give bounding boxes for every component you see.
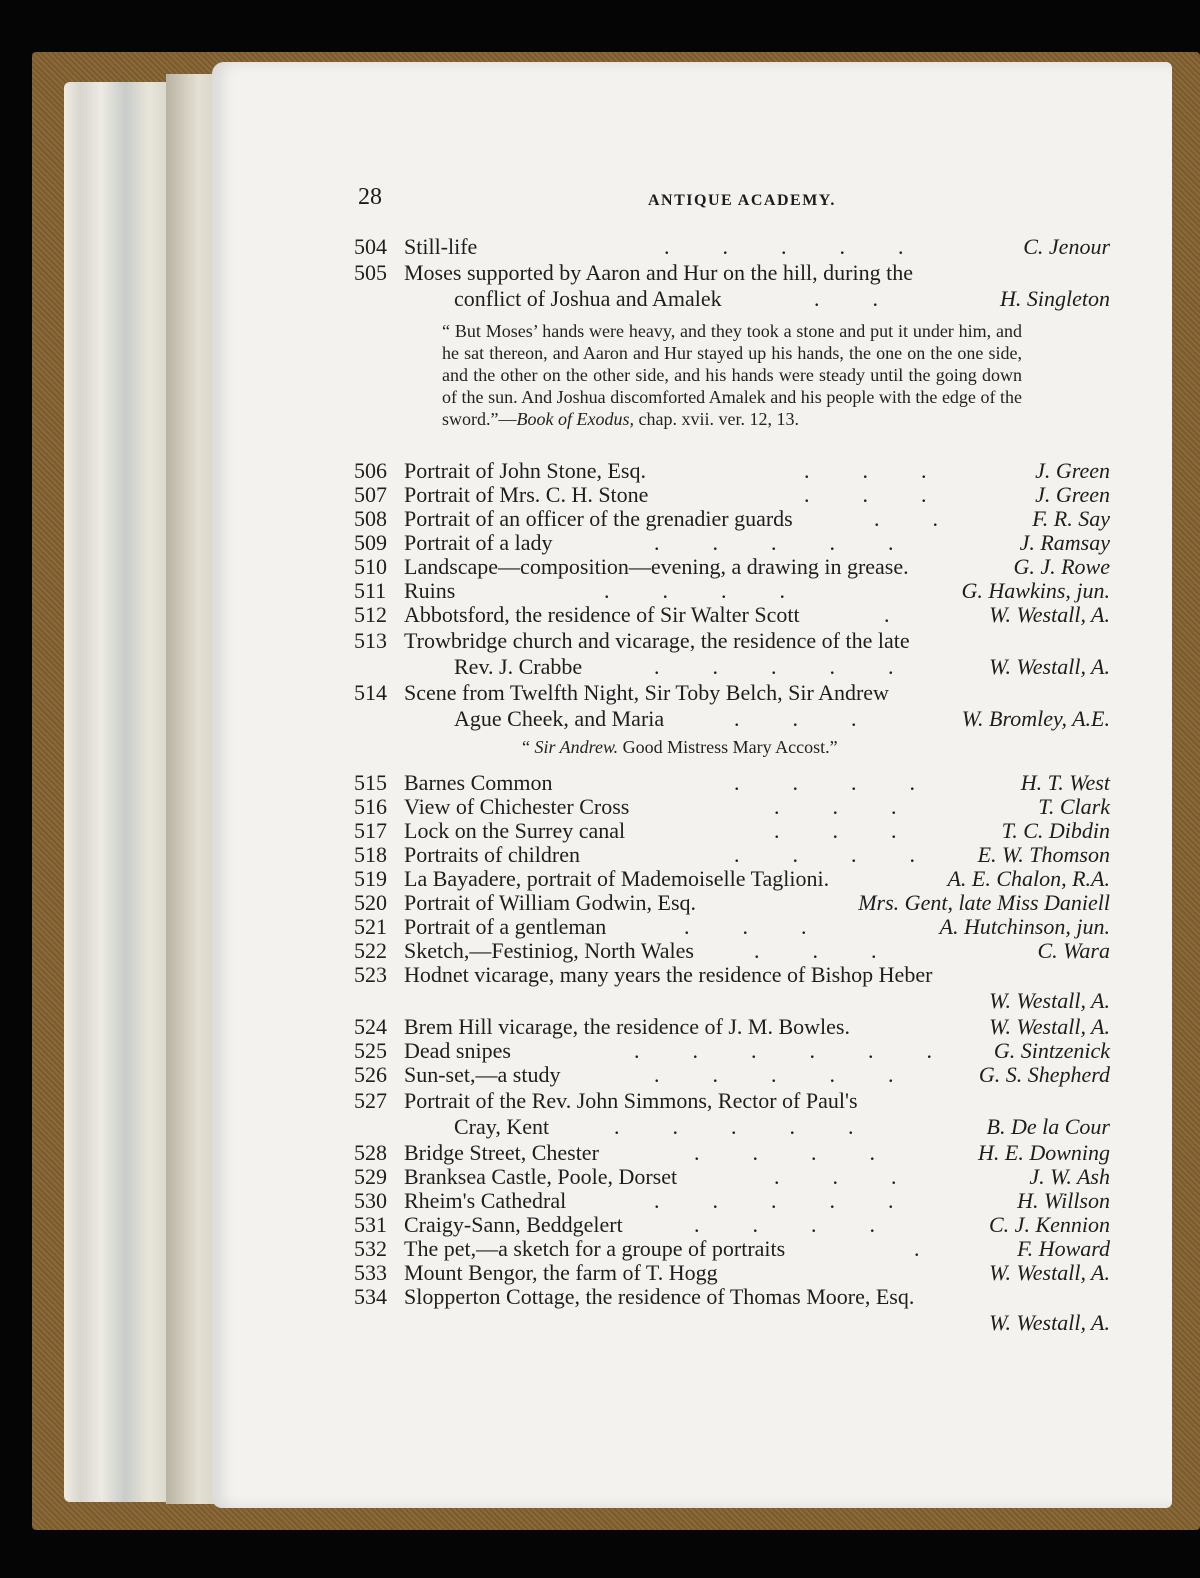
entry-artist: T. Clark — [1038, 794, 1110, 819]
leader-dots: . . . . — [734, 842, 916, 867]
entry-artist: H. E. Downing — [978, 1140, 1110, 1165]
entry-artist: W. Westall, A. — [989, 988, 1110, 1013]
entry-number: 520 — [354, 890, 387, 915]
entry-title: Ruins — [404, 578, 456, 603]
entry-artist: W. Westall, A. — [989, 1260, 1110, 1285]
leader-dots: . . . . — [694, 1140, 876, 1165]
entry-title: Scene from Twelfth Night, Sir Toby Belch, Sir Andrew — [404, 680, 889, 705]
catalogue-entry-continuation — [354, 286, 1110, 312]
catalogue-entry — [354, 602, 1110, 628]
leader-dots: . . . — [734, 706, 858, 731]
entry-title: Abbotsford, the residence of Sir Walter Scott — [404, 602, 800, 627]
leader-dots: . . . . . — [654, 1062, 895, 1087]
catalogue-entry — [354, 628, 1110, 654]
entry-artist: F. R. Say — [1032, 506, 1110, 531]
entry-number: 514 — [354, 680, 387, 705]
entry-artist: G. J. Rowe — [1013, 554, 1110, 579]
entry-artist: C. Jenour — [1023, 234, 1110, 259]
entry-title-continuation: Cray, Kent — [454, 1114, 550, 1139]
entry-artist: W. Bromley, A.E. — [961, 706, 1110, 731]
entry-title: Moses supported by Aaron and Hur on the hill, during the — [404, 260, 913, 285]
entry-title: Barnes Common — [404, 770, 553, 795]
entry-title: Trowbridge church and vicarage, the residence of the late — [404, 628, 910, 653]
catalogue-entry — [354, 938, 1110, 964]
entry-title: Dead snipes — [404, 1038, 511, 1063]
entry-artist: J. W. Ash — [1029, 1164, 1110, 1189]
catalogue-entry-continuation — [354, 1114, 1110, 1140]
catalogue-entry — [354, 482, 1110, 508]
entry-title: Brem Hill vicarage, the residence of J. M. Bowles. — [404, 1014, 850, 1039]
catalogue-entry — [354, 458, 1110, 484]
entry-number: 519 — [354, 866, 387, 891]
entry-number: 509 — [354, 530, 387, 555]
entry-title: The pet,—a sketch for a groupe of portraits — [404, 1236, 786, 1261]
entry-number: 508 — [354, 506, 387, 531]
entry-artist: W. Westall, A. — [989, 1310, 1110, 1335]
entry-quotation — [522, 736, 1042, 758]
entry-artist: G. S. Shepherd — [978, 1062, 1110, 1087]
entry-title: Sun-set,—a study — [404, 1062, 561, 1087]
entry-title: Landscape—composition—evening, a drawing in grease. — [404, 554, 909, 579]
catalogue-entry — [354, 794, 1110, 820]
entry-artist: J. Green — [1035, 458, 1110, 483]
entry-artist: B. De la Cour — [986, 1114, 1110, 1139]
entry-artist: E. W. Thomson — [977, 842, 1110, 867]
leader-dots: . . . — [804, 482, 928, 507]
quote-speaker: Sir Andrew. — [534, 737, 619, 757]
catalogue-entry — [354, 890, 1110, 916]
catalogue-entry-continuation — [354, 706, 1110, 732]
entry-title: View of Chichester Cross — [404, 794, 630, 819]
quote-open: “ — [522, 737, 535, 757]
catalogue-entry — [354, 260, 1110, 286]
entry-title: Portrait of William Godwin, Esq. — [404, 890, 697, 915]
entry-title: La Bayadere, portrait of Mademoiselle Taglioni. — [404, 866, 830, 891]
quote-text: Good Mistress Mary Accost.” — [618, 737, 838, 757]
leader-dots: . — [914, 1236, 921, 1261]
catalogue-entry — [354, 1062, 1110, 1088]
entry-number: 510 — [354, 554, 387, 579]
entry-artist: G. Hawkins, jun. — [961, 578, 1110, 603]
entry-number: 531 — [354, 1212, 387, 1237]
leader-dots: . . . . . — [654, 654, 895, 679]
leader-dots: . . . . . — [664, 234, 905, 259]
entry-number: 522 — [354, 938, 387, 963]
entry-artist: T. C. Dibdin — [1001, 818, 1110, 843]
entry-title: Bridge Street, Chester — [404, 1140, 599, 1165]
leader-dots: . . . — [684, 914, 808, 939]
entry-artist: Mrs. Gent, late Miss Daniell — [858, 890, 1110, 915]
entry-artist: W. Westall, A. — [989, 602, 1110, 627]
entry-artist: F. Howard — [1017, 1236, 1110, 1261]
entry-artist: A. E. Chalon, R.A. — [947, 866, 1110, 891]
running-head: ANTIQUE ACADEMY. — [648, 192, 836, 209]
entry-title: Rheim's Cathedral — [404, 1188, 567, 1213]
leader-dots: . . . — [774, 818, 898, 843]
entry-artist: W. Westall, A. — [989, 1014, 1110, 1039]
catalogue-entry-continuation — [354, 654, 1110, 680]
entry-title: Branksea Castle, Poole, Dorset — [404, 1164, 678, 1189]
entry-number: 526 — [354, 1062, 387, 1087]
catalogue-entry-continuation — [354, 1310, 1110, 1336]
entry-number: 523 — [354, 962, 387, 987]
leader-dots: . . — [874, 506, 939, 531]
catalogue-entry — [354, 1284, 1110, 1310]
entry-number: 525 — [354, 1038, 387, 1063]
entry-artist: G. Sintzenick — [993, 1038, 1110, 1063]
entry-number: 533 — [354, 1260, 387, 1285]
catalogue-entry — [354, 506, 1110, 532]
leader-dots: . . . — [804, 458, 928, 483]
entry-artist: J. Ramsay — [1019, 530, 1110, 555]
entry-number: 532 — [354, 1236, 387, 1261]
catalogue-entry — [354, 1088, 1110, 1114]
entry-number: 513 — [354, 628, 387, 653]
entry-number: 517 — [354, 818, 387, 843]
page-number: 28 — [358, 184, 382, 210]
entry-artist: C. Wara — [1037, 938, 1110, 963]
entry-artist: H. Willson — [1017, 1188, 1110, 1213]
catalogue-entry — [354, 578, 1110, 604]
catalogue-entry — [354, 842, 1110, 868]
entry-artist: C. J. Kennion — [989, 1212, 1110, 1237]
entry-artist: H. T. West — [1020, 770, 1110, 795]
catalogue-entry — [354, 962, 1110, 988]
entry-artist: J. Green — [1035, 482, 1110, 507]
entry-title: Portrait of a gentleman — [404, 914, 607, 939]
entry-number: 507 — [354, 482, 387, 507]
catalogue-entry — [354, 818, 1110, 844]
entry-title: Portrait of a lady — [404, 530, 553, 555]
entry-number: 504 — [354, 234, 387, 259]
catalogue-list — [212, 62, 1172, 1508]
entry-number: 512 — [354, 602, 387, 627]
entry-artist: W. Westall, A. — [989, 654, 1110, 679]
entry-title: Portrait of an officer of the grenadier guards — [404, 506, 793, 531]
entry-number: 529 — [354, 1164, 387, 1189]
catalogue-entry-continuation — [354, 988, 1110, 1014]
quote-text: “ But Moses’ hands were heavy, and they took a stone and put it under him, and he sat thereon, and Aaron and Hur stayed up his hands, the one on the one side, and the other on the other side, and his hands were steady until the going down of the sun. And Joshua discomforted Amalek and his people with the edge of the sword.”— — [442, 321, 1022, 429]
entry-title: Lock on the Surrey canal — [404, 818, 626, 843]
catalogue-entry — [354, 866, 1110, 892]
entry-number: 528 — [354, 1140, 387, 1165]
entry-title: Portrait of John Stone, Esq. — [404, 458, 646, 483]
quote-source: Book of Exodus, — [516, 409, 634, 429]
leader-dots: . . . . — [694, 1212, 876, 1237]
entry-number: 534 — [354, 1284, 387, 1309]
leader-dots: . . . — [774, 1164, 898, 1189]
leader-dots: . . . . — [734, 770, 916, 795]
entry-title: Craigy-Sann, Beddgelert — [404, 1212, 623, 1237]
entry-number: 516 — [354, 794, 387, 819]
entry-number: 521 — [354, 914, 387, 939]
catalogue-entry — [354, 530, 1110, 556]
leader-dots: . — [884, 602, 891, 627]
entry-title: Slopperton Cottage, the residence of Thomas Moore, Esq. — [404, 1284, 915, 1309]
catalogue-entry — [354, 1014, 1110, 1040]
catalogue-entry — [354, 680, 1110, 706]
catalogue-entry — [354, 1164, 1110, 1190]
entry-title: Portraits of children — [404, 842, 580, 867]
entry-title: Still-life — [404, 234, 478, 259]
catalogue-entry — [354, 1038, 1110, 1064]
entry-number: 524 — [354, 1014, 387, 1039]
entry-title-continuation: Ague Cheek, and Maria — [454, 706, 665, 731]
leader-dots: . . . — [754, 938, 878, 963]
entry-number: 518 — [354, 842, 387, 867]
entry-number: 515 — [354, 770, 387, 795]
catalogue-entry — [354, 1140, 1110, 1166]
catalogue-entry — [354, 554, 1110, 580]
entry-number: 505 — [354, 260, 387, 285]
entry-title-continuation: Rev. J. Crabbe — [454, 654, 583, 679]
leader-dots: . . . . — [604, 578, 786, 603]
leader-dots: . . . . . — [654, 1188, 895, 1213]
entry-title: Portrait of the Rev. John Simmons, Rector of Paul's — [404, 1088, 858, 1113]
entry-title: Mount Bengor, the farm of T. Hogg — [404, 1260, 718, 1285]
entry-title: Portrait of Mrs. C. H. Stone — [404, 482, 649, 507]
leader-dots: . . . — [774, 794, 898, 819]
leader-dots: . . . . . . — [634, 1038, 933, 1063]
entry-number: 511 — [354, 578, 387, 603]
entry-number: 506 — [354, 458, 387, 483]
catalogue-entry — [354, 1212, 1110, 1238]
entry-title: Sketch,—Festiniog, North Wales — [404, 938, 694, 963]
catalogue-entry — [354, 914, 1110, 940]
catalogue-entry — [354, 1260, 1110, 1286]
catalogue-entry — [354, 1188, 1110, 1214]
entry-quotation — [442, 320, 1022, 430]
entry-number: 530 — [354, 1188, 387, 1213]
catalogue-entry — [354, 770, 1110, 796]
book-page — [212, 62, 1172, 1508]
entry-title: Hodnet vicarage, many years the residence of Bishop Heber — [404, 962, 933, 987]
leader-dots: . . . . . — [654, 530, 895, 555]
catalogue-entry — [354, 234, 1110, 260]
entry-artist: A. Hutchinson, jun. — [939, 914, 1110, 939]
entry-number: 527 — [354, 1088, 387, 1113]
entry-artist: H. Singleton — [1000, 286, 1110, 311]
entry-title-continuation: conflict of Joshua and Amalek — [454, 286, 722, 311]
leader-dots: . . — [814, 286, 879, 311]
quote-reference: chap. xvii. ver. 12, 13. — [633, 409, 799, 429]
leader-dots: . . . . . — [614, 1114, 855, 1139]
catalogue-entry — [354, 1236, 1110, 1262]
